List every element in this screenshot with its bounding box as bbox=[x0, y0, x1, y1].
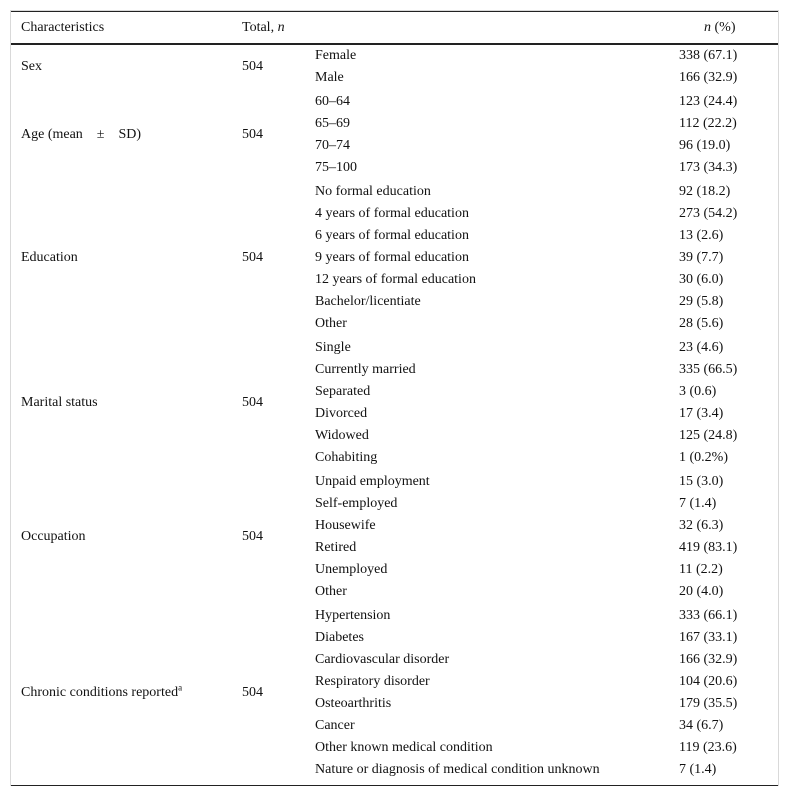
value-cell: 167 (33.1) bbox=[679, 630, 738, 645]
category-cell: 4 years of formal education bbox=[315, 206, 469, 221]
value-cell: 15 (3.0) bbox=[679, 474, 724, 489]
header-characteristics: Characteristics bbox=[21, 20, 105, 35]
category-cell: Retired bbox=[315, 540, 357, 555]
value-cell: 20 (4.0) bbox=[679, 584, 724, 599]
value-cell: 166 (32.9) bbox=[679, 70, 738, 85]
value-cell: 17 (3.4) bbox=[679, 406, 724, 421]
category-cell: 6 years of formal education bbox=[315, 228, 469, 243]
header-total bbox=[242, 20, 285, 36]
category-cell: Nature or diagnosis of medical condition unknown bbox=[315, 762, 600, 777]
category-cell: Separated bbox=[315, 384, 371, 399]
group-total-cell: 504 bbox=[242, 59, 263, 74]
category-cell: Cardiovascular disorder bbox=[315, 652, 450, 667]
category-cell: Cohabiting bbox=[315, 450, 378, 465]
header-n-percent bbox=[704, 20, 736, 36]
category-cell: 65–69 bbox=[315, 116, 350, 131]
table-bottom-rule bbox=[11, 785, 778, 786]
value-cell: 39 (7.7) bbox=[679, 250, 724, 265]
group-name-text: Education bbox=[21, 250, 78, 265]
group-name-cell bbox=[21, 526, 86, 548]
category-cell: Diabetes bbox=[315, 630, 364, 645]
value-cell: 338 (67.1) bbox=[679, 48, 738, 63]
category-cell: 60–64 bbox=[315, 94, 350, 109]
category-cell: 75–100 bbox=[315, 160, 357, 175]
category-cell: Other bbox=[315, 584, 347, 599]
value-cell: 419 (83.1) bbox=[679, 540, 738, 555]
value-cell: 92 (18.2) bbox=[679, 184, 731, 199]
value-cell: 273 (54.2) bbox=[679, 206, 738, 221]
group-total-cell: 504 bbox=[242, 250, 263, 265]
group-name-text: Sex bbox=[21, 59, 42, 74]
group-name-text: Marital status bbox=[21, 395, 98, 410]
value-cell: 23 (4.6) bbox=[679, 340, 724, 355]
category-cell: Housewife bbox=[315, 518, 376, 533]
group-name-text: Age (mean ± SD) bbox=[21, 127, 142, 142]
value-cell: 29 (5.8) bbox=[679, 294, 724, 309]
category-cell: Female bbox=[315, 48, 357, 63]
value-cell: 96 (19.0) bbox=[679, 138, 731, 153]
group-total-cell: 504 bbox=[242, 529, 263, 544]
category-cell: Other known medical condition bbox=[315, 740, 493, 755]
group-total-cell: 504 bbox=[242, 395, 263, 410]
category-cell: 70–74 bbox=[315, 138, 350, 153]
value-cell: 34 (6.7) bbox=[679, 718, 724, 733]
category-cell: Cancer bbox=[315, 718, 355, 733]
group-name-text: Occupation bbox=[21, 529, 86, 544]
category-cell: Hypertension bbox=[315, 608, 391, 623]
category-cell: Divorced bbox=[315, 406, 368, 421]
category-cell: Male bbox=[315, 70, 344, 85]
value-cell: 13 (2.6) bbox=[679, 228, 724, 243]
table-header-row bbox=[11, 12, 778, 45]
category-cell: Respiratory disorder bbox=[315, 674, 430, 689]
value-cell: 32 (6.3) bbox=[679, 518, 724, 533]
value-cell: 7 (1.4) bbox=[679, 496, 717, 511]
category-cell: 12 years of formal education bbox=[315, 272, 476, 287]
value-cell: 30 (6.0) bbox=[679, 272, 724, 287]
category-cell: Single bbox=[315, 340, 351, 355]
group-name-cell bbox=[21, 124, 141, 146]
category-cell: Currently married bbox=[315, 362, 416, 377]
value-cell: 173 (34.3) bbox=[679, 160, 738, 175]
group-name-cell bbox=[21, 392, 98, 414]
value-cell: 7 (1.4) bbox=[679, 762, 717, 777]
group-total-cell: 504 bbox=[242, 685, 263, 700]
header-pct-n: n bbox=[704, 20, 711, 35]
demographics-table bbox=[10, 10, 779, 786]
group-total-cell: 504 bbox=[242, 127, 263, 142]
value-cell: 112 (22.2) bbox=[679, 116, 737, 131]
category-cell: Widowed bbox=[315, 428, 369, 443]
value-cell: 123 (24.4) bbox=[679, 94, 738, 109]
value-cell: 119 (23.6) bbox=[679, 740, 737, 755]
category-cell: Self-employed bbox=[315, 496, 398, 511]
value-cell: 104 (20.6) bbox=[679, 674, 738, 689]
header-pct-label: (%) bbox=[711, 20, 736, 35]
value-cell: 11 (2.2) bbox=[679, 562, 723, 577]
group-name-cell bbox=[21, 247, 78, 269]
category-cell: Osteoarthritis bbox=[315, 696, 392, 711]
value-cell: 3 (0.6) bbox=[679, 384, 717, 399]
group-name-cell bbox=[21, 682, 182, 704]
category-cell: Other bbox=[315, 316, 347, 331]
value-cell: 333 (66.1) bbox=[679, 608, 738, 623]
group-name-cell bbox=[21, 56, 42, 78]
value-cell: 125 (24.8) bbox=[679, 428, 738, 443]
category-cell: No formal education bbox=[315, 184, 431, 199]
category-cell: Bachelor/licentiate bbox=[315, 294, 421, 309]
category-cell: Unemployed bbox=[315, 562, 388, 577]
value-cell: 179 (35.5) bbox=[679, 696, 738, 711]
header-total-label: Total, bbox=[242, 20, 278, 35]
category-cell: Unpaid employment bbox=[315, 474, 430, 489]
value-cell: 335 (66.5) bbox=[679, 362, 738, 377]
group-name-text: Chronic conditions reported bbox=[21, 685, 179, 700]
value-cell: 166 (32.9) bbox=[679, 652, 738, 667]
footnote-marker: a bbox=[178, 682, 183, 693]
header-total-n: n bbox=[277, 20, 285, 35]
category-cell: 9 years of formal education bbox=[315, 250, 469, 265]
value-cell: 28 (5.6) bbox=[679, 316, 724, 331]
value-cell: 1 (0.2%) bbox=[679, 450, 728, 465]
